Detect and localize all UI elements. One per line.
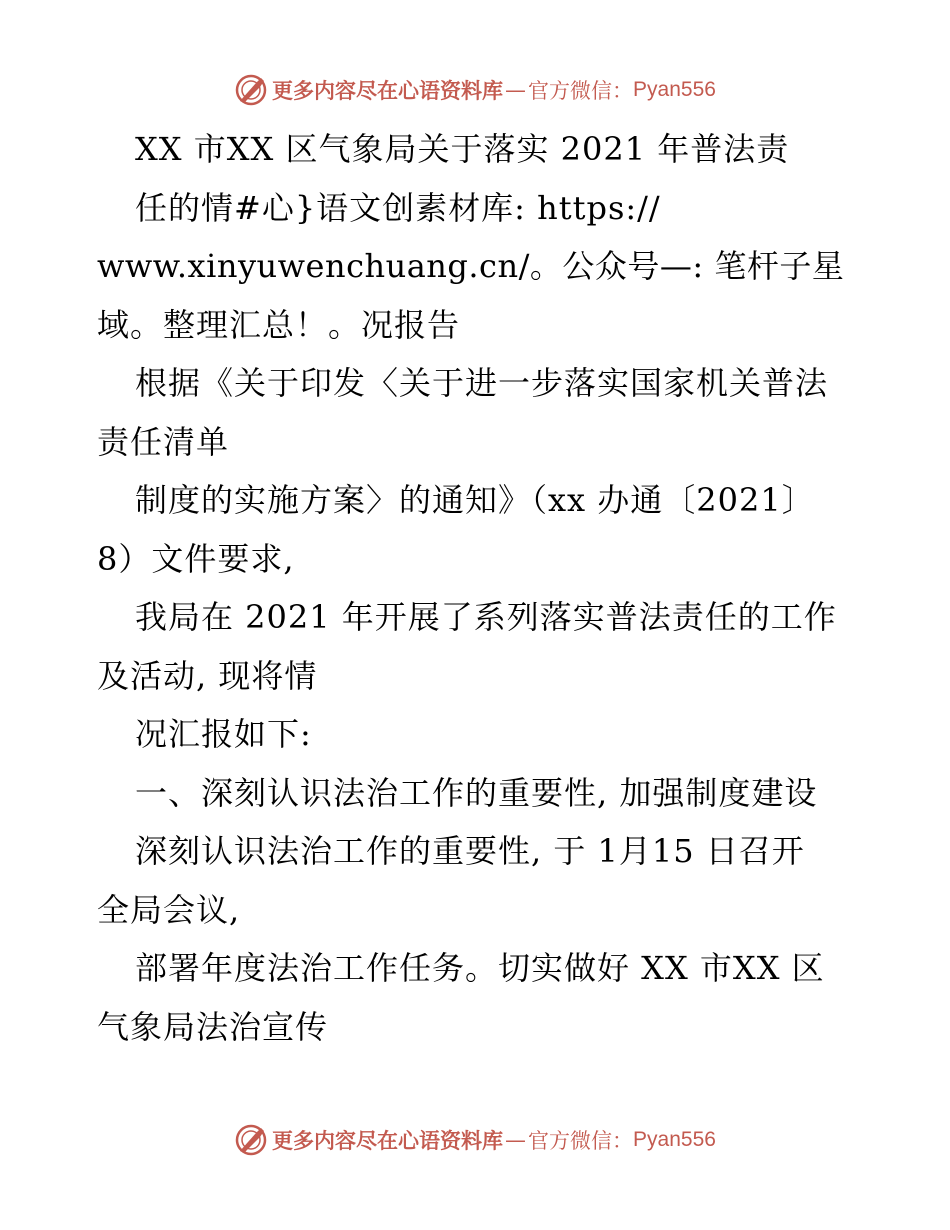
wechat-label: 官方微信： xyxy=(528,79,634,103)
pen-logo-icon xyxy=(234,1123,268,1157)
wechat-id: Pyan556 xyxy=(633,78,716,101)
text-line: 责任清单 xyxy=(97,422,230,461)
banner-text: 更多内容尽在心语资料库 xyxy=(272,1128,504,1153)
text-line: 根据《关于印发〈关于进一步落实国家机关普法 xyxy=(135,364,829,402)
pen-logo-icon xyxy=(234,73,268,107)
text-line: 域。整理汇总！。况报告 xyxy=(97,305,461,344)
text-line: 8）文件要求, xyxy=(97,539,295,578)
text-line: 部署年度法治工作任务。切实做好 XX 市XX 区 xyxy=(135,949,825,987)
text-line: 况汇报如下: xyxy=(135,715,312,753)
document-body xyxy=(97,120,857,1056)
text-line: 制度的实施方案〉的通知》（xx 办通〔2021〕 xyxy=(135,481,815,519)
text-line: 全局会议, xyxy=(97,890,241,929)
text-line: 任的情#心}语文创素材库: https:// xyxy=(135,188,661,227)
text-line: 我局在 2021 年开展了系列落实普法责任的工作 xyxy=(135,598,837,636)
banner-dash: — xyxy=(505,1128,527,1152)
footer-banner xyxy=(0,1120,950,1160)
header-banner xyxy=(0,70,950,110)
text-line: 及活动, 现将情 xyxy=(97,656,318,695)
banner-dash: — xyxy=(505,78,527,102)
wechat-id: Pyan556 xyxy=(633,1128,716,1151)
text-line: 气象局法治宣传 xyxy=(97,1007,329,1046)
banner-text: 更多内容尽在心语资料库 xyxy=(272,78,504,103)
section-heading: 一、深刻认识法治工作的重要性, 加强制度建设 xyxy=(135,773,818,812)
text-line: www.xinyuwenchuang.cn/。公众号—: 笔杆子星 xyxy=(97,247,845,285)
wechat-label: 官方微信： xyxy=(528,1129,634,1153)
text-line: 深刻认识法治工作的重要性, 于 1月15 日召开 xyxy=(135,832,805,870)
text-line: XX 市XX 区气象局关于落实 2021 年普法责 xyxy=(135,130,790,168)
